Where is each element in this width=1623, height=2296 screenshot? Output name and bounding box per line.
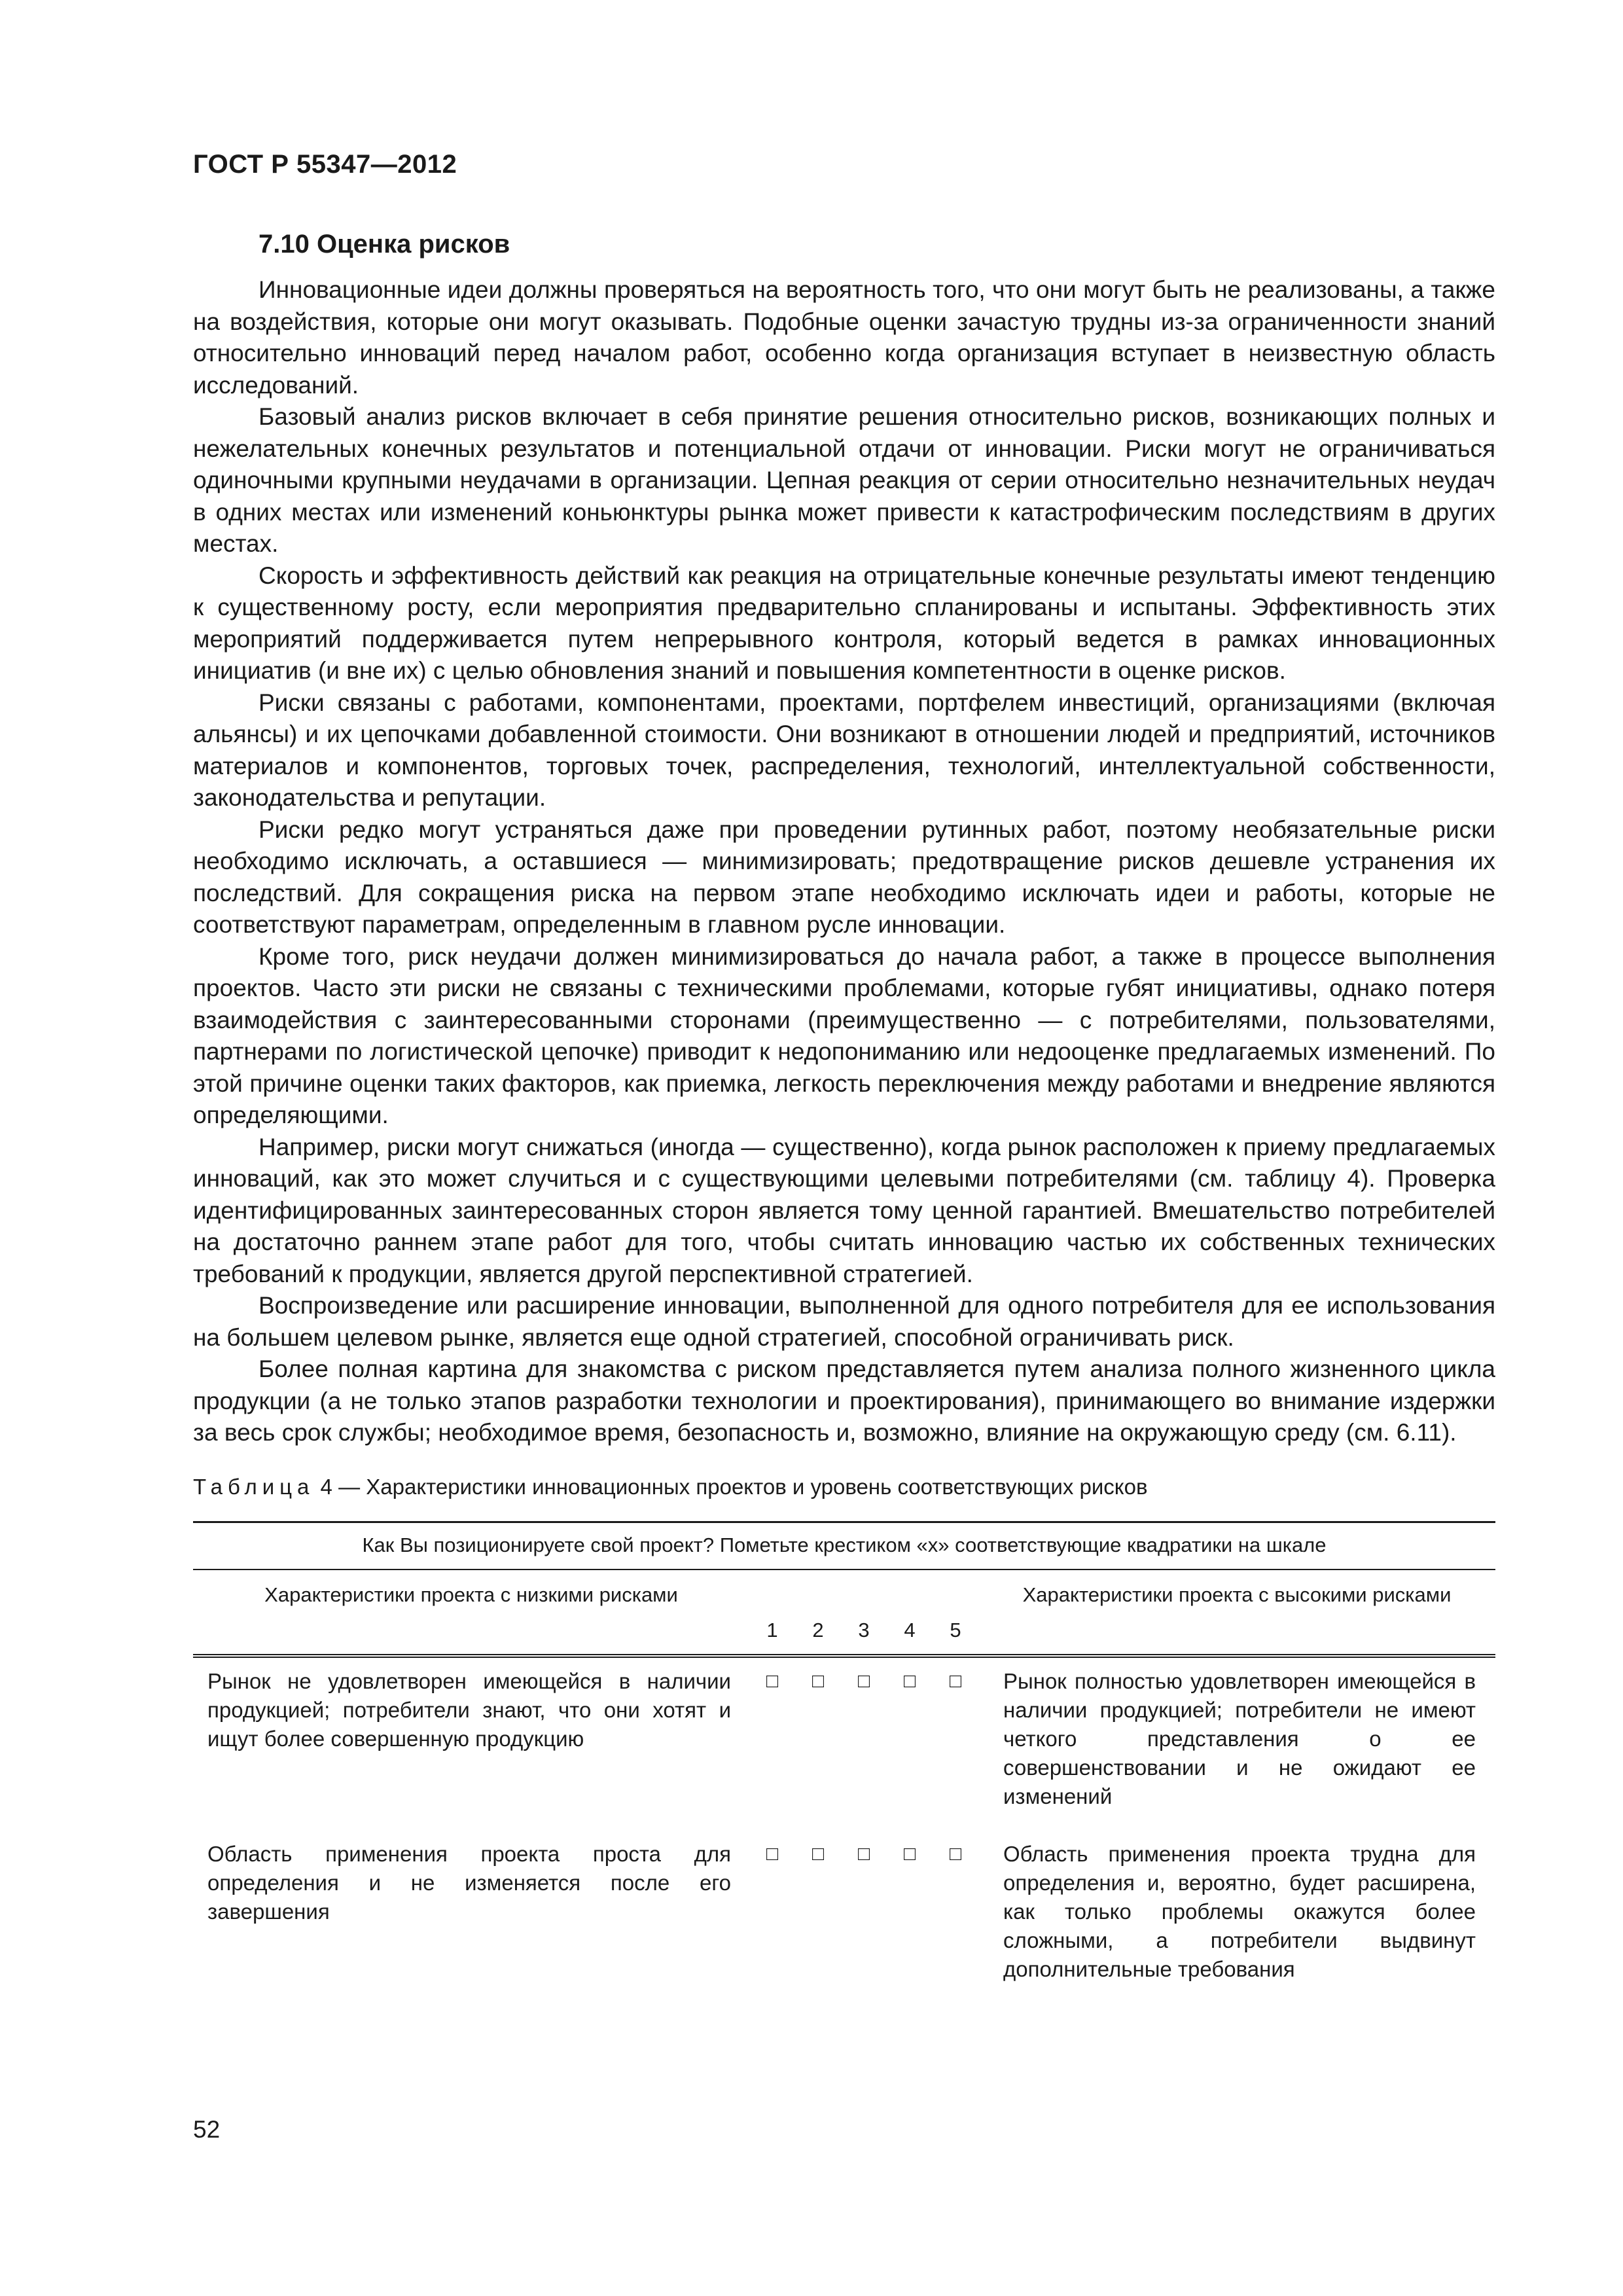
paragraph: Например, риски могут снижаться (иногда — существенно), когда рынок расположен к приему предлагаемых инноваций, как это может случиться и с существующими целевыми потребителями (см. таблицу 4). Проверка идентифицированных заинтересованных сторон является тому ценной гарантией. Вмешательство потребителей на достаточно раннем этапе работ для того, чтобы считать инновацию частью их собственных технических требований к продукции, является другой перспективной стратегией. <box>193 1133 1495 1287</box>
high-risk-characteristic: Область применения проекта трудна для определения и, вероятно, будет расширена, как только проблемы окажутся более сложными, а потребители выдвинут дополнительные требования <box>1003 1841 1476 1981</box>
paragraph: Скорость и эффективность действий как реакция на отрицательные конечные результаты имеют тенденцию к существенному росту, если мероприятия предварительно спланированы и испытаны. Эффективность этих мероприятий поддерживается путем непрерывного контроля, который ведется в рамках инновационных инициатив (и вне их) с целью обновления знаний и повышения компетентности в оценке рисков. <box>193 562 1495 684</box>
low-risk-characteristic: Рынок не удовлетворен имеющейся в наличии продукцией; потребители знают, что они хотят и ищут более совершенную продукцию <box>207 1668 731 1751</box>
paragraph: Базовый анализ рисков включает в себя принятие решения относительно рисков, возникающих полных и нежелательных конечных результатов и потенциальной отдачи от инновации. Риски могут не ограничиваться одиночными крупными неудачами в организации. Цепная реакция от серии относительно незначительных неудач в одних местах или изменений коньюнктуры рынка может привести к катастрофическим последствиям в других местах. <box>193 403 1495 557</box>
scale-checkbox-5[interactable]: □ <box>949 1842 962 1865</box>
paragraph: Более полная картина для знакомства с риском представляется путем анализа полного жизненного цикла продукции (а не только этапов разработки технологии и проектирования), принимающего во внимание издержки за весь срок службы; необходимое время, безопасность и, возможно, влияние на окружающую среду (см. 6.11). <box>193 1355 1495 1446</box>
scale-checkbox-3[interactable]: □ <box>857 1842 870 1865</box>
paragraph: Риски редко могут устраняться даже при проведении рутинных работ, поэтому необязательные риски необходимо исключать, а оставшиеся — минимизировать; предотвращение рисков дешевле устранения их последствий. Для сокращения риска на первом этапе необходимо исключать идеи и работы, которые не соответствуют параметрам, определенным в главном русле инновации. <box>193 816 1495 938</box>
scale-checkbox-2[interactable]: □ <box>812 1670 825 1692</box>
document-standard-id: ГОСТ Р 55347—2012 <box>193 150 457 179</box>
paragraph: Кроме того, риск неудачи должен минимизироваться до начала работ, а также в процессе выполнения проектов. Часто эти риски не связаны с техническими проблемами, которые губят инициативы, однако потеря взаимодействия с заинтересованными сторонами (преимущественно — с потребителями, пользователями, партнерами по логистической цепочке) приводит к недопониманию или недооценке предлагаемых изменений. По этой причине оценки таких факторов, как приемка, легкость переключения между работами и внедрение являются определяющими. <box>193 942 1495 1128</box>
scale-number: 1 <box>749 1609 795 1656</box>
scale-checkbox-1[interactable]: □ <box>766 1670 779 1692</box>
high-risk-characteristic: Рынок полностью удовлетворен имеющейся в наличии продукцией; потребители не имеют четкого представления о ее совершенствовании и не ожидают ее изменений <box>1003 1668 1476 1808</box>
table-row <box>193 1831 1495 2003</box>
low-risk-characteristic: Область применения проекта проста для определения и не изменяется после его завершения <box>207 1841 731 1924</box>
high-risk-header: Характеристики проекта с высокими рисками <box>1022 1583 1452 1606</box>
low-risk-header: Характеристики проекта с низкими рисками <box>264 1583 678 1606</box>
section-title: 7.10 Оценка рисков <box>259 230 510 259</box>
paragraph: Риски связаны с работами, компонентами, проектами, портфелем инвестиций, организациями (включая альянсы) и их цепочками добавленной стоимости. Они возникают в отношении людей и предприятий, источников материалов и компонентов, торговых точек, распределения, технологий, интеллектуальной собственности, законодательства и репутации. <box>193 689 1495 811</box>
scale-checkbox-3[interactable]: □ <box>857 1670 870 1692</box>
table-row <box>193 1656 1495 1831</box>
table-prompt-row <box>193 1522 1495 1570</box>
table-prompt: Как Вы позиционируете свой проект? Пометьте крестиком «х» соответствующие квадратики на шкале <box>193 1522 1495 1570</box>
table-header-row <box>193 1570 1495 1609</box>
scale-checkbox-5[interactable]: □ <box>949 1670 962 1692</box>
scale-checkbox-4[interactable]: □ <box>903 1842 916 1865</box>
table-caption-text: 4 — Характеристики инновационных проектов и уровень соответствующих рисков <box>314 1474 1148 1499</box>
paragraph: Воспроизведение или расширение инновации, выполненной для одного потребителя для ее использования на большем целевом рынке, является еще одной стратегией, способной ограничивать риск. <box>193 1292 1495 1351</box>
section-body <box>193 274 1495 1449</box>
document-page <box>193 147 1495 2242</box>
scale-checkbox-2[interactable]: □ <box>812 1842 825 1865</box>
scale-number: 5 <box>933 1609 978 1656</box>
scale-row <box>193 1609 1495 1656</box>
scale-number: 3 <box>841 1609 887 1656</box>
page-number: 52 <box>193 2116 221 2143</box>
table-caption-label: Таблица <box>193 1474 315 1499</box>
scale-checkbox-4[interactable]: □ <box>903 1670 916 1692</box>
scale-number: 2 <box>795 1609 841 1656</box>
scale-number: 4 <box>887 1609 933 1656</box>
scale-checkbox-1[interactable]: □ <box>766 1842 779 1865</box>
table-caption <box>193 1473 1495 1501</box>
paragraph: Инновационные идеи должны проверяться на вероятность того, что они могут быть не реализованы, а также на воздействия, которые они могут оказывать. Подобные оценки зачастую трудны из-за ограниченности знаний относительно инноваций перед началом работ, особенно когда организация вступает в неизвестную область исследований. <box>193 276 1495 399</box>
risk-characteristics-table <box>193 1521 1495 2003</box>
